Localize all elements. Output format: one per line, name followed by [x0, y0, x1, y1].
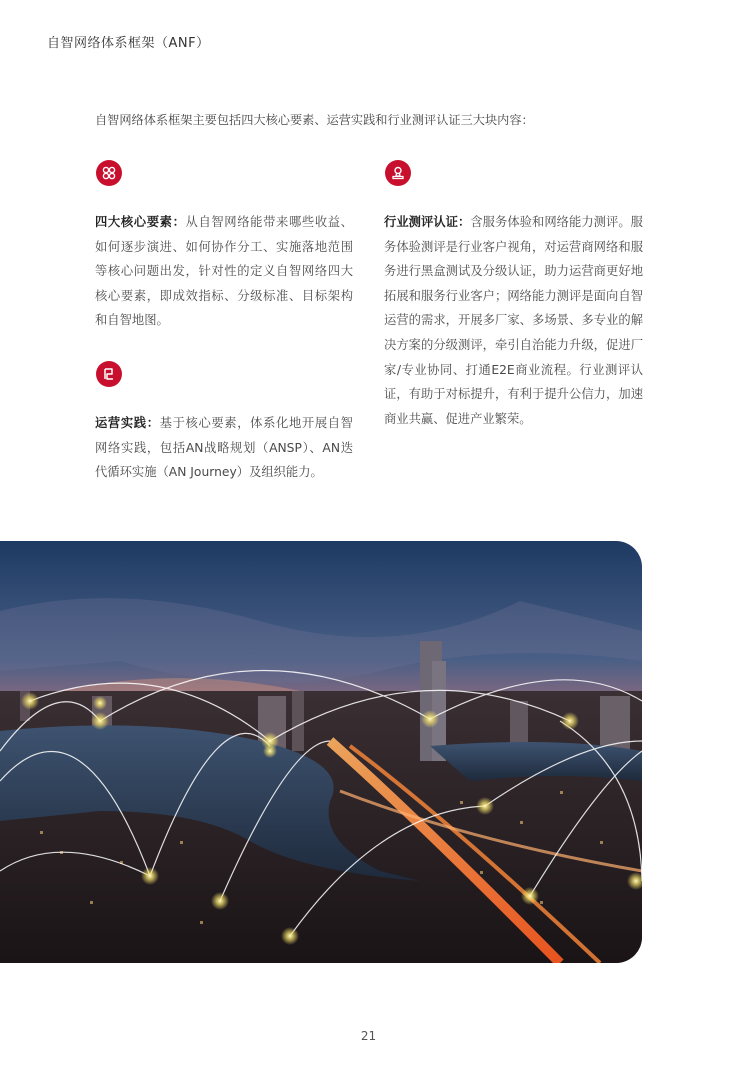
core-elements-text: 从自智网络能带来哪些收益、如何逐步演进、如何协作分工、实施落地范围等核心问题出发，针对性的定义自智网络四大核心要素，即成效指标、分级标准、目标架构和自智地图。: [95, 215, 353, 328]
core-elements-lead: 四大核心要素：: [95, 215, 186, 229]
operations-text: 基于核心要素，体系化地开展自智网络实践，包括AN战略规划（ANSP）、AN迭代循环实施（AN Journey）及组织能力。: [95, 416, 353, 480]
document-flag-icon: [96, 361, 122, 387]
certificate-stamp-icon: [385, 160, 411, 186]
intro-paragraph: 自智网络体系框架主要包括四大核心要素、运营实践和行业测评认证三大块内容：: [95, 113, 534, 127]
certification-paragraph: [384, 210, 643, 431]
running-header: 自智网络体系框架（ANF）: [47, 36, 210, 51]
certification-text: 含服务体验和网络能力测评。服务体验测评是行业客户视角，对运营商网络和服务进行黑盒测试及分级认证，助力运营商更好地拓展和服务行业客户；网络能力测评是面向自智运营的需求，开展多厂家、多场景、多专业的解决方案的分级测评，牵引自治能力升级，促进厂家/专业协同、打通E2E商业流程。行业测评认证，有助于对标提升，有利于提升公信力，加速商业共赢、促进产业繁荣。: [384, 215, 643, 426]
operations-paragraph: [95, 411, 353, 485]
core-elements-paragraph: [95, 210, 353, 333]
page-number: 21: [360, 1029, 377, 1043]
city-network-photo: [0, 541, 642, 963]
operations-lead: 运营实践：: [95, 416, 160, 430]
certification-lead: 行业测评认证：: [384, 215, 471, 229]
clover-grid-icon: [96, 160, 122, 186]
